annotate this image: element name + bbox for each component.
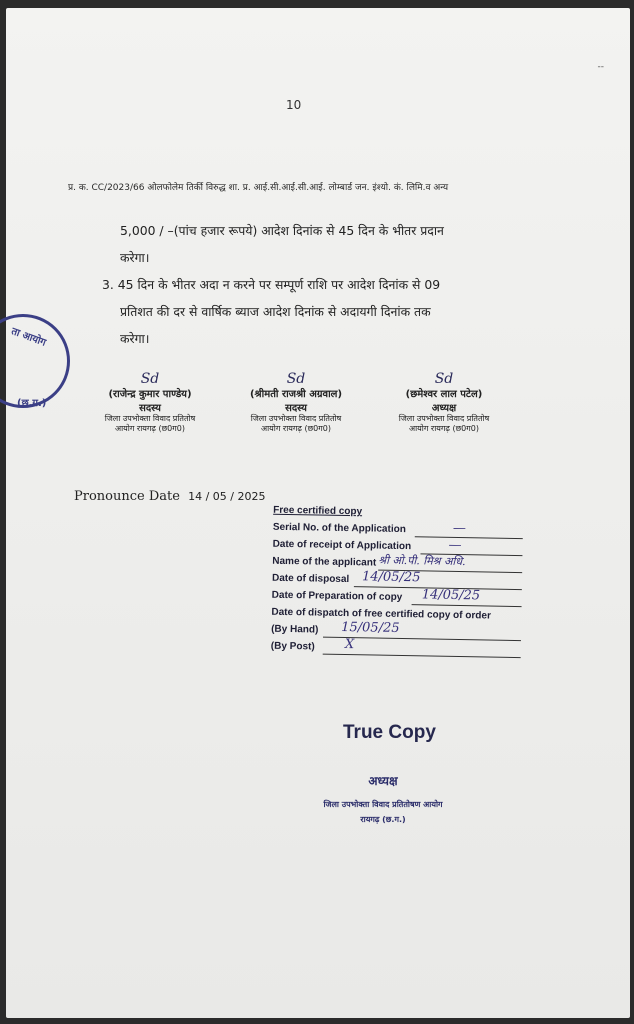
receipt-label: Date of receipt of Application xyxy=(272,538,412,553)
preparation-value: 14/05/25 xyxy=(421,587,481,604)
case-reference-line: प्र. क. CC/2023/66 ओलफोलेम तिर्की विरुद्ध शा. प्र. आई.सी.आई.सी.आई. लोम्बार्ड जन. इंश्यो. कं. लिमि.व अन्य xyxy=(68,183,449,193)
applicant-label: Name of the applicant xyxy=(272,555,377,569)
corner-mark: -- xyxy=(597,62,604,72)
by-post-value: X xyxy=(344,637,355,653)
serial-label: Serial No. of the Application xyxy=(272,521,406,536)
signatory-name: (राजेन्द्र कुमार पाण्डेय) xyxy=(108,389,192,400)
disposal-label: Date of disposal xyxy=(271,572,350,586)
signature-mark: Sd xyxy=(286,371,306,387)
seal-text: ता आयोग xyxy=(9,326,48,349)
order-line-1: 5,000 / –(पांच हजार रूपये) आदेश दिनांक से 45 दिन के भीतर प्रदान xyxy=(120,223,444,238)
pronounce-date xyxy=(74,489,265,504)
applicant-value: श्री ओ.पी. मिश्र अधि. xyxy=(378,553,466,569)
signatory-member-2 xyxy=(232,372,360,434)
order-item-3-line-1: 3. 45 दिन के भीतर अदा न करने पर सम्पूर्ण राशि पर आदेश दिनांक से 09 xyxy=(102,277,441,292)
signatory-role: अध्यक्ष xyxy=(431,403,457,414)
signatory-forum: जिला उपभोक्ता विवाद प्रतितोष xyxy=(398,414,490,423)
by-post-label: (By Post) xyxy=(270,640,315,653)
authority-title: अध्यक्ष xyxy=(368,774,398,788)
order-item-3-line-3: करेगा। xyxy=(120,331,150,346)
by-hand-value: 15/05/25 xyxy=(341,619,400,636)
preparation-label: Date of Preparation of copy xyxy=(271,589,403,604)
seal-state-text: (छ.ग.) xyxy=(17,398,47,409)
true-copy-stamp: True Copy xyxy=(343,722,436,743)
pronounce-date-value: 14 / 05 / 2025 xyxy=(188,490,266,503)
serial-value: — xyxy=(452,520,467,537)
signature-mark: Sd xyxy=(434,371,454,387)
by-hand-label: (By Hand) xyxy=(271,623,319,636)
signatory-name: (छमेश्वर लाल पटेल) xyxy=(405,389,483,400)
signatory-forum: जिला उपभोक्ता विवाद प्रतितोष xyxy=(250,414,342,423)
signatory-president xyxy=(380,372,508,434)
signatory-forum-place: आयोग रायगढ़ (छ0ग0) xyxy=(408,424,479,433)
signatory-member-1 xyxy=(86,372,214,434)
signatory-role: सदस्य xyxy=(139,403,161,414)
authority-line-2: रायगढ़ (छ.ग.) xyxy=(360,815,406,824)
page-number: 10 xyxy=(286,98,302,112)
disposal-value: 14/05/25 xyxy=(361,569,421,586)
stamp-title: Free certified copy xyxy=(273,504,363,518)
order-item-3-line-2: प्रतिशत की दर से वार्षिक ब्याज आदेश दिनांक से अदायगी दिनांक तक xyxy=(120,304,431,319)
authority-stamp xyxy=(298,772,468,825)
dispatch-label: Date of dispatch of free certified copy of order xyxy=(271,606,491,622)
authority-line-1: जिला उपभोक्ता विवाद प्रतितोषण आयोग xyxy=(323,800,443,809)
signatory-role: सदस्य xyxy=(285,403,307,414)
commission-seal xyxy=(0,314,70,408)
signatory-forum: जिला उपभोक्ता विवाद प्रतितोष xyxy=(104,414,196,423)
order-line-2: करेगा। xyxy=(120,250,150,265)
signatory-name: (श्रीमती राजश्री अग्रवाल) xyxy=(249,389,343,400)
signatory-forum-place: आयोग रायगढ़ (छ0ग0) xyxy=(114,424,185,433)
signatory-forum-place: आयोग रायगढ़ (छ0ग0) xyxy=(260,424,331,433)
signature-mark: Sd xyxy=(140,371,160,387)
certified-copy-stamp xyxy=(271,502,534,660)
receipt-value: — xyxy=(448,537,462,554)
pronounce-date-label: Pronounce Date xyxy=(74,489,180,504)
document-page xyxy=(6,8,630,1018)
